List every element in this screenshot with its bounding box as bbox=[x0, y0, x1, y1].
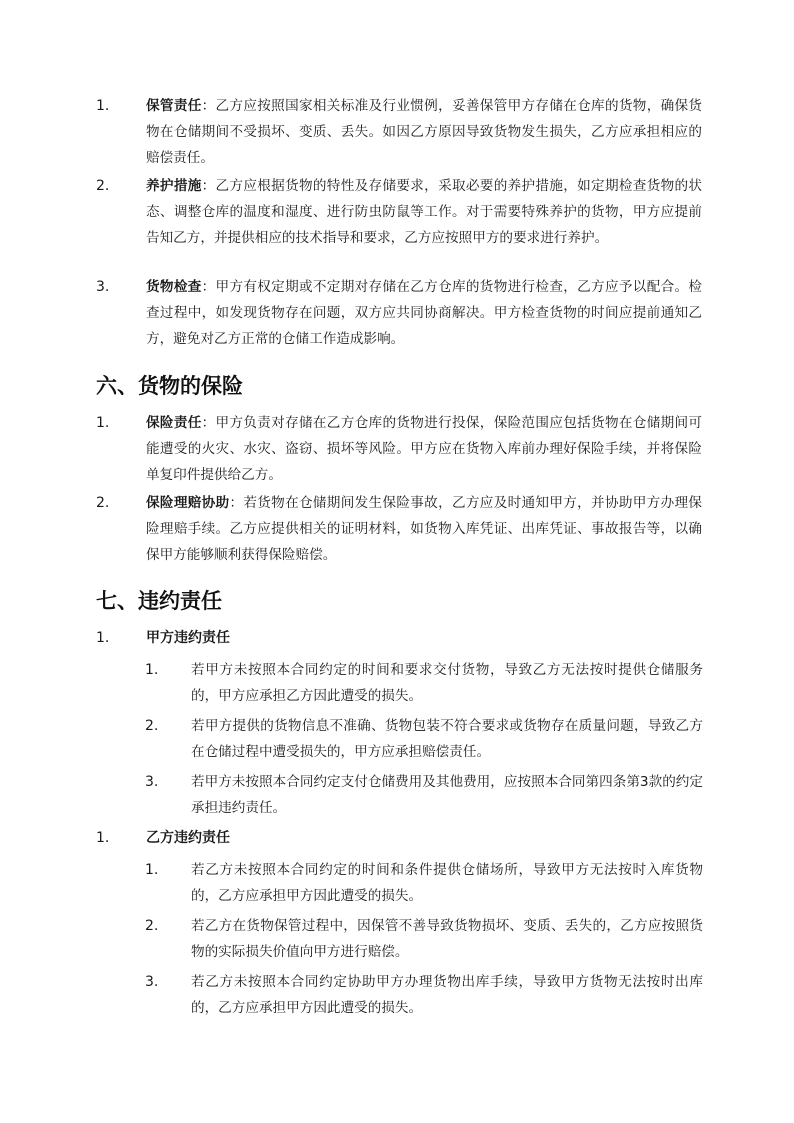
clause-label: 保险责任 bbox=[146, 415, 202, 431]
clause-text: ：乙方应按照国家相关标准及行业惯例，妥善保管甲方存储在仓库的货物，确保货物在仓储期间不受损坏、变质、丢失。如因乙方原因导致货物发生损失，乙方应承担相应的赔偿责任。 bbox=[146, 98, 703, 166]
item-number: 1. bbox=[145, 662, 159, 678]
item-number: 2. bbox=[145, 718, 159, 734]
clause-body bbox=[146, 173, 702, 251]
clause-body bbox=[146, 274, 702, 352]
clause-text: ：甲方负责对存储在乙方仓库的货物进行投保，保险范围应包括货物在仓储期间可能遭受的火灾、水灾、盗窃、损坏等风险。甲方应在货物入库前办理好保险手续，并将保险单复印件提供给乙方。 bbox=[146, 415, 703, 483]
subsection-number: 1. bbox=[96, 630, 110, 646]
clause-text: ：甲方有权定期或不定期对存储在乙方仓库的货物进行检查，乙方应予以配合。检查过程中，如发现货物存在问题，双方应共同协商解决。甲方检查货物的时间应提前通知乙方，避免对乙方正常的仓储工作造成影响。 bbox=[146, 279, 703, 347]
item-number: 3. bbox=[145, 974, 159, 990]
section-title-breach-liability: 七、违约责任 bbox=[96, 589, 222, 613]
clause-text: ：若货物在仓储期间发生保险事故，乙方应及时通知甲方，并协助甲方办理保险理赔手续。乙方应提供相关的证明材料，如货物入库凭证、出库凭证、事故报告等，以确保甲方能够顺利获得保险赔偿。 bbox=[146, 495, 703, 563]
item-text: 若甲方提供的货物信息不准确、货物包装不符合要求或货物存在质量问题，导致乙方在仓储过程中遭受损失的，甲方应承担赔偿责任。 bbox=[191, 718, 703, 760]
clause-number: 2. bbox=[96, 178, 110, 194]
clause-label: 货物检查 bbox=[146, 279, 202, 295]
item-text: 若乙方未按照本合同约定的时间和条件提供仓储场所，导致甲方无法按时入库货物的，乙方应承担甲方因此遭受的损失。 bbox=[191, 862, 703, 904]
item-text: 若乙方未按照本合同约定协助甲方办理货物出库手续，导致甲方货物无法按时出库的，乙方应承担甲方因此遭受的损失。 bbox=[191, 974, 703, 1016]
clause-number: 1. bbox=[96, 415, 110, 431]
clause-number: 1. bbox=[96, 98, 110, 114]
clause-label: 养护措施 bbox=[146, 178, 202, 194]
item-text: 若甲方未按照本合同约定的时间和要求交付货物，导致乙方无法按时提供仓储服务的，甲方应承担乙方因此遭受的损失。 bbox=[191, 662, 703, 704]
section-title-insurance: 六、货物的保险 bbox=[96, 374, 243, 398]
item-number: 2. bbox=[145, 918, 159, 934]
item-number: 1. bbox=[145, 862, 159, 878]
clause-label: 保管责任 bbox=[146, 98, 202, 114]
clause-number: 3. bbox=[96, 279, 110, 295]
subsection-number: 1. bbox=[96, 830, 110, 846]
subsection-label: 甲方违约责任 bbox=[146, 630, 230, 646]
clause-label: 保险理赔协助 bbox=[146, 495, 230, 511]
clause-number: 2. bbox=[96, 495, 110, 511]
clause-text: ：乙方应根据货物的特性及存储要求，采取必要的养护措施，如定期检查货物的状态、调整仓库的温度和湿度、进行防虫防鼠等工作。对于需要特殊养护的货物，甲方应提前告知乙方，并提供相应的技术指导和要求，乙方应按照甲方的要求进行养护。 bbox=[146, 178, 703, 246]
clause-body bbox=[146, 93, 702, 171]
clause-body bbox=[146, 410, 702, 488]
item-number: 3. bbox=[145, 774, 159, 790]
item-text: 若乙方在货物保管过程中，因保管不善导致货物损坏、变质、丢失的，乙方应按照货物的实际损失价值向甲方进行赔偿。 bbox=[191, 918, 703, 960]
subsection-label: 乙方违约责任 bbox=[146, 830, 230, 846]
clause-body bbox=[146, 490, 702, 568]
item-text: 若甲方未按照本合同约定支付仓储费用及其他费用，应按照本合同第四条第3款的约定承担违约责任。 bbox=[191, 774, 703, 816]
